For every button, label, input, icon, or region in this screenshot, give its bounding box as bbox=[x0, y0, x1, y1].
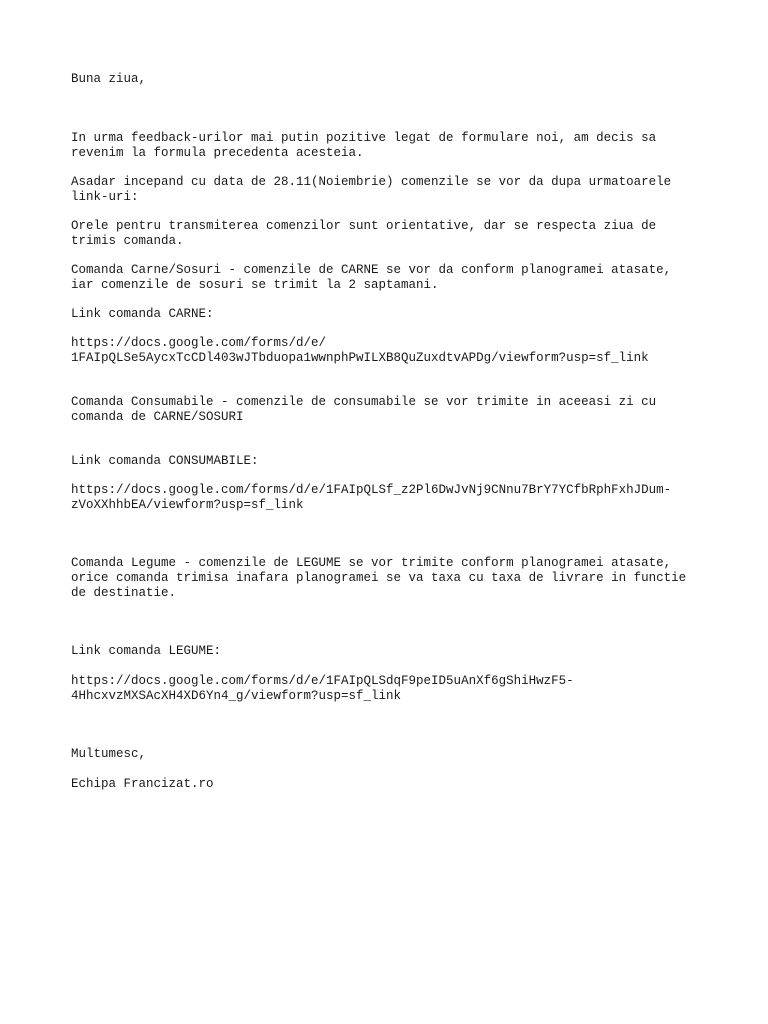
consumabile-link-label: Link comanda CONSUMABILE: bbox=[71, 454, 259, 468]
legume-description-line-1: Comanda Legume - comenzile de LEGUME se vor trimite conform planogramei atasate, bbox=[71, 556, 672, 570]
carne-url-line-1[interactable]: https://docs.google.com/forms/d/e/ bbox=[71, 336, 327, 350]
signature: Echipa Francizat.ro bbox=[71, 777, 214, 791]
consumabile-url-line-2[interactable]: zVoXXhhbEA/viewform?usp=sf_link bbox=[71, 498, 304, 512]
intro-line-1: In urma feedback-urilor mai putin pozitive legat de formulare noi, am decis sa bbox=[71, 131, 657, 145]
closing-thanks: Multumesc, bbox=[71, 747, 147, 761]
consumabile-description-line-1: Comanda Consumabile - comenzile de consumabile se vor trimite in aceeasi zi cu bbox=[71, 395, 657, 409]
intro-line-2: revenim la formula precedenta acesteia. bbox=[71, 146, 364, 160]
legume-url-line-1[interactable]: https://docs.google.com/forms/d/e/1FAIpQLSdqF9peID5uAnXf6gShiHwzF5- bbox=[71, 674, 574, 688]
start-date-line-1: Asadar incepand cu data de 28.11(Noiembrie) comenzile se vor da dupa urmatoarele bbox=[71, 175, 672, 189]
start-date-line-2: link-uri: bbox=[71, 190, 139, 204]
carne-description-line-1: Comanda Carne/Sosuri - comenzile de CARNE se vor da conform planogramei atasate, bbox=[71, 263, 672, 277]
legume-url-line-2[interactable]: 4HhcxvzMXSAcXH4XD6Yn4_g/viewform?usp=sf_link bbox=[71, 689, 402, 703]
consumabile-url-line-1[interactable]: https://docs.google.com/forms/d/e/1FAIpQLSf_z2Pl6DwJvNj9CNnu7BrY7YCfbRphFxhJDum- bbox=[71, 483, 672, 497]
consumabile-description-line-2: comanda de CARNE/SOSURI bbox=[71, 410, 244, 424]
carne-url-line-2[interactable]: 1FAIpQLSe5AycxTcCDl403wJTbduopa1wwnphPwILXB8QuZuxdtvAPDg/viewform?usp=sf_link bbox=[71, 351, 649, 365]
hours-note-line-2: trimis comanda. bbox=[71, 234, 184, 248]
carne-link-label: Link comanda CARNE: bbox=[71, 307, 214, 321]
greeting: Buna ziua, bbox=[71, 72, 147, 86]
legume-link-label: Link comanda LEGUME: bbox=[71, 644, 222, 658]
carne-description-line-2: iar comenzile de sosuri se trimit la 2 saptamani. bbox=[71, 278, 439, 292]
legume-description-line-3: de destinatie. bbox=[71, 586, 177, 600]
legume-description-line-2: orice comanda trimisa inafara planogramei se va taxa cu taxa de livrare in functie bbox=[71, 571, 687, 585]
hours-note-line-1: Orele pentru transmiterea comenzilor sunt orientative, dar se respecta ziua de bbox=[71, 219, 657, 233]
